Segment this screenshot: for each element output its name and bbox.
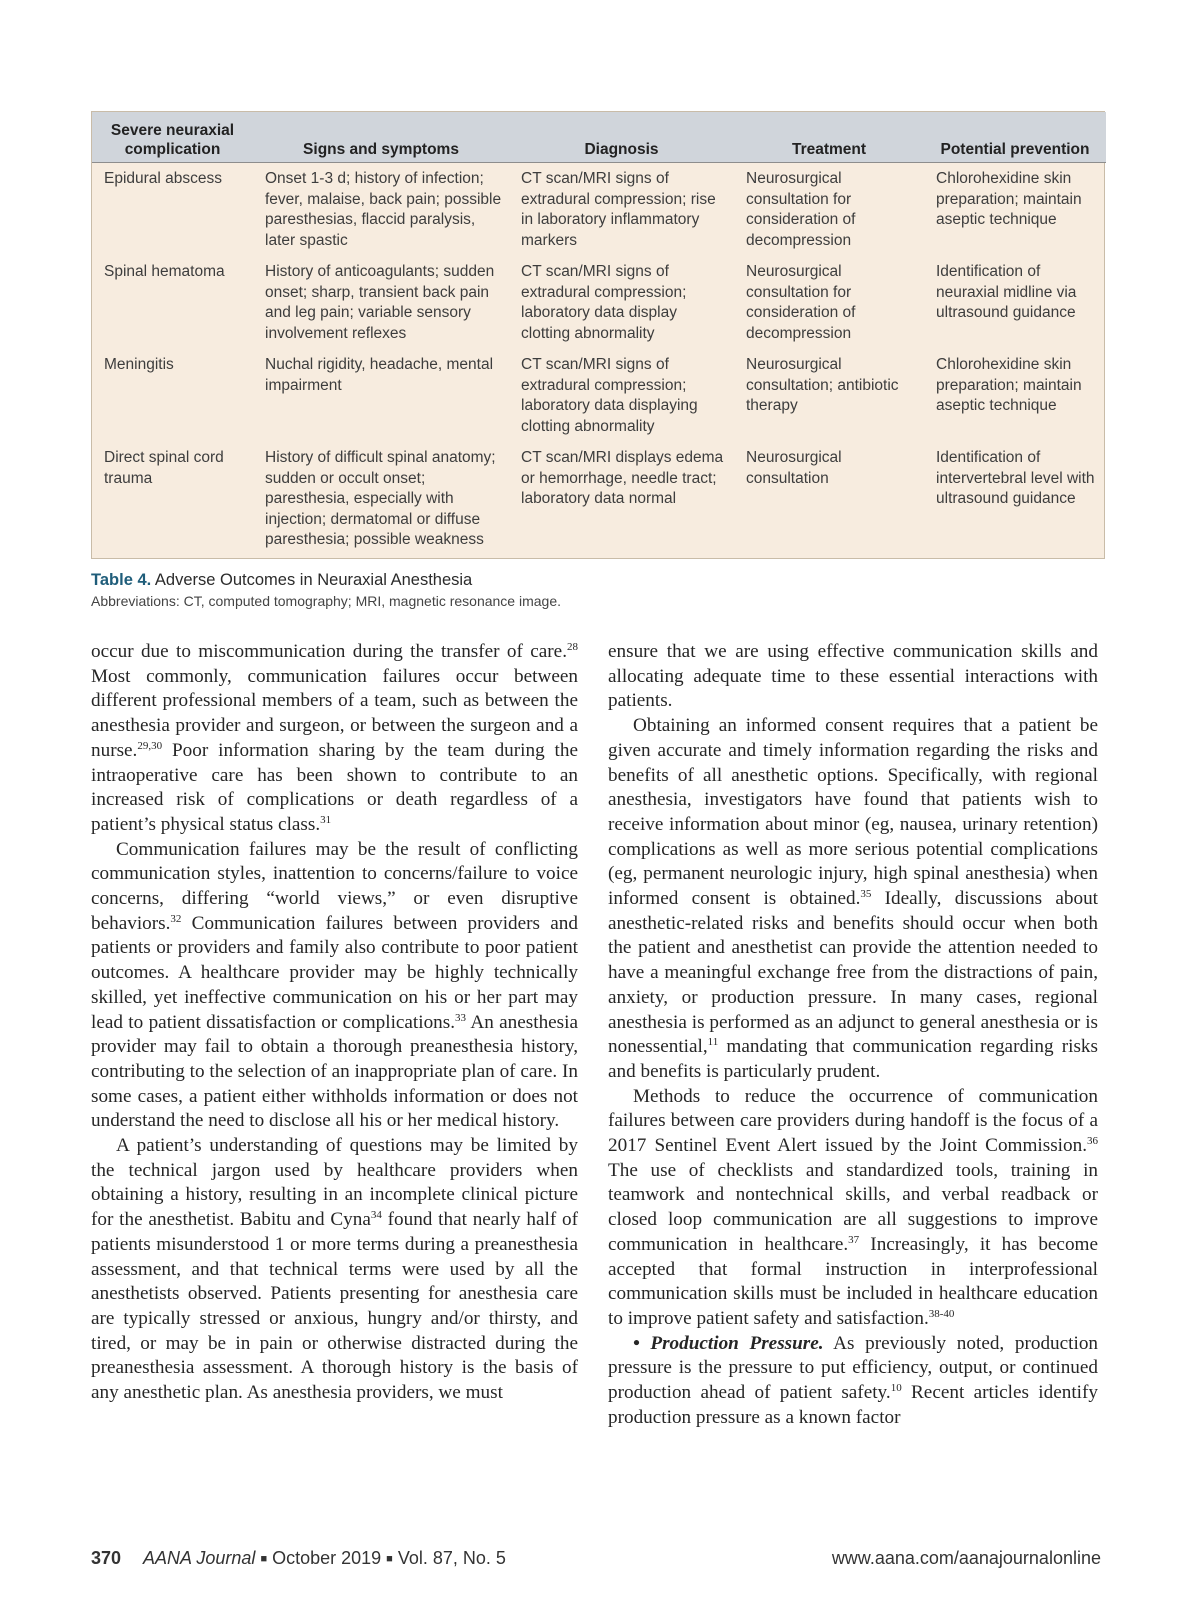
table-row bbox=[92, 258, 1106, 351]
citation-superscript: 10 bbox=[890, 1382, 902, 1395]
header-treatment: Treatment bbox=[734, 112, 924, 163]
table-row bbox=[92, 351, 1106, 444]
citation-superscript: 32 bbox=[170, 912, 182, 925]
separator-square-icon: ■ bbox=[260, 1553, 268, 1565]
text-run: An anesthesia provider may fail to obtain a thorough preanesthesia history, contributing to the selection of an inappropriate plan of care. In some cases, a patient either withholds information or does not understand the need to disclose all his or her medical history. bbox=[91, 1011, 578, 1132]
table-caption-label: Table 4. bbox=[91, 571, 152, 589]
cell-signs: History of difficult spinal anatomy; sudden or occult onset; paresthesia, especially with injection; dermatomal or diffuse paresthesia; possible weakness bbox=[265, 449, 496, 548]
cell-prevention: Identification of intervertebral level with ultrasound guidance bbox=[936, 449, 1095, 507]
cell-complication: Spinal hematoma bbox=[104, 263, 225, 280]
cell-signs: Nuchal rigidity, headache, mental impairment bbox=[265, 356, 494, 394]
body-paragraph bbox=[91, 1134, 578, 1406]
text-run: The use of checklists and standardized tools, training in teamwork and nontechnical skills, and verbal readback or closed loop communication are all suggestions to improve communication in healthcare. bbox=[608, 1159, 1098, 1255]
body-column-right bbox=[608, 640, 1098, 1431]
text-run: Recent articles identify production pressure as a known factor bbox=[608, 1382, 1098, 1428]
separator-square-icon: ■ bbox=[386, 1553, 393, 1565]
cell-diagnosis: CT scan/MRI signs of extradural compression; laboratory data display clotting abnormality bbox=[521, 263, 687, 342]
text-run: Obtaining an informed consent requires that a patient be given accurate and timely information regarding the risks and benefits of all anesthetic options. Specifically, with regional anesthesia, investigators have found that patients wish to receive information about minor (eg, nausea, urinary retention) complications as well as more serious potential complications (eg, permanent neurologic injury, high spinal anesthesia) when informed consent is obtained. bbox=[608, 715, 1098, 910]
body-column-left bbox=[91, 640, 578, 1406]
table-abbreviations: Abbreviations: CT, computed tomography; MRI, magnetic resonance image. bbox=[91, 593, 562, 609]
text-run: Communication failures between providers and patients or providers and family also contribute to poor patient outcomes. A healthcare provider may be highly technically skilled, yet ineffective communication on his or her part may lead to patient dissatisfaction or complications. bbox=[91, 912, 578, 1033]
text-run: Methods to reduce the occurrence of communication failures between care providers during handoff is the focus of a 2017 Sentinel Event Alert issued by the Joint Commission. bbox=[608, 1085, 1098, 1157]
cell-signs: History of anticoagulants; sudden onset; sharp, transient back pain and leg pain; variable sensory involvement reflexes bbox=[265, 263, 495, 342]
text-run: Ideally, discussions about anesthetic-related risks and benefits should occur when both the patient and anesthetist can provide the attention needed to have a meaningful exchange free from the distractions of pain, anxiety, or production pressure. In many cases, regional anesthesia is performed as an adjunct to general anesthesia or is nonessential, bbox=[608, 888, 1099, 1058]
citation-superscript: 29,30 bbox=[137, 739, 163, 752]
citation-superscript: 34 bbox=[370, 1209, 382, 1222]
body-paragraph bbox=[608, 640, 1098, 714]
cell-complication: Epidural abscess bbox=[104, 170, 223, 187]
citation-superscript: 11 bbox=[707, 1036, 719, 1049]
text-run: Increasingly, it has become accepted that formal instruction in interprofessional communication skills must be included in healthcare education to improve patient safety and satisfaction. bbox=[608, 1233, 1098, 1329]
citation-superscript: 38-40 bbox=[928, 1307, 955, 1320]
text-run: Poor information sharing by the team during the intraoperative care has been shown to contribute to an increased risk of complications or death regardless of a patient’s physical status class. bbox=[91, 739, 578, 835]
adverse-outcomes-table bbox=[92, 112, 1106, 558]
text-run: mandating that communication regarding risks and benefits is particularly prudent. bbox=[608, 1036, 1098, 1082]
cell-treatment: Neurosurgical consultation bbox=[746, 449, 842, 487]
text-run: Communication failures may be the result of conflicting communication styles, inattention to concerns/failure to voice concerns, differing “world views,” or even disruptive behaviors. bbox=[91, 838, 578, 934]
cell-signs: Onset 1-3 d; history of infection; fever, malaise, back pain; possible paresthesias, flaccid paralysis, later spastic bbox=[265, 170, 502, 249]
text-run: occur due to miscommunication during the transfer of care. bbox=[91, 641, 567, 662]
volume-number: Vol. 87, No. 5 bbox=[397, 1548, 506, 1568]
citation-superscript: 31 bbox=[320, 813, 332, 826]
body-paragraph bbox=[91, 838, 578, 1134]
header-diagnosis: Diagnosis bbox=[509, 112, 734, 163]
table-body bbox=[92, 163, 1106, 558]
citation-superscript: 35 bbox=[860, 888, 872, 901]
table-header bbox=[92, 112, 1106, 163]
adverse-outcomes-table-frame bbox=[91, 111, 1105, 559]
table-caption-title: Adverse Outcomes in Neuraxial Anesthesia bbox=[154, 571, 473, 589]
body-paragraph bbox=[608, 1332, 1098, 1431]
text-run: ensure that we are using effective communication skills and allocating adequate time to these essential interactions with patients. bbox=[608, 641, 1098, 712]
text-run: found that nearly half of patients misunderstood 1 or more terms during a preanesthesia assessment, and that technical terms were used by all the anesthetists observed. Patients presenting for anesthesia care are typically stressed or anxious, hungry and/or thirsty, and tired, or may be in pain or otherwise distracted during the preanesthesia assessment. A thorough history is the basis of any anesthetic plan. As anesthesia providers, we must bbox=[91, 1209, 578, 1404]
text-run: As previously noted, production pressure is the pressure to put efficiency, output, or continued production ahead of patient safety. bbox=[608, 1332, 1099, 1404]
issue-date: October 2019 bbox=[272, 1548, 382, 1568]
text-run: A patient’s understanding of questions may be limited by the technical jargon used by healthcare providers when obtaining a history, resulting in an incomplete clinical picture for the anesthetist. Babitu and Cyna bbox=[91, 1135, 578, 1231]
table-row bbox=[92, 444, 1106, 558]
cell-diagnosis: CT scan/MRI displays edema or hemorrhage, needle tract; laboratory data normal bbox=[521, 449, 724, 507]
text-run: Most commonly, communication failures occur between different professional members of a team, such as between the anesthesia provider and surgeon, or between the surgeon and a nurse. bbox=[91, 665, 578, 761]
page-number: 370 bbox=[91, 1548, 122, 1568]
cell-diagnosis: CT scan/MRI signs of extradural compression; laboratory data displaying clotting abnormality bbox=[521, 356, 698, 435]
cell-prevention: Chlorohexidine skin preparation; maintain aseptic technique bbox=[936, 170, 1082, 228]
journal-name: AANA Journal bbox=[143, 1548, 256, 1568]
body-paragraph bbox=[91, 640, 578, 838]
page-footer bbox=[91, 1548, 1101, 1569]
cell-complication: Direct spinal cord trauma bbox=[104, 449, 224, 487]
journal-url: www.aana.com/aanajournalonline bbox=[831, 1548, 1101, 1568]
body-paragraph bbox=[608, 1085, 1098, 1332]
cell-treatment: Neurosurgical consultation for consideration of decompression bbox=[746, 263, 856, 342]
cell-complication: Meningitis bbox=[104, 356, 174, 373]
body-paragraph bbox=[608, 714, 1098, 1085]
table-row bbox=[92, 163, 1106, 259]
cell-prevention: Chlorohexidine skin preparation; maintain aseptic technique bbox=[936, 356, 1082, 414]
section-lead-in: • Production Pressure. bbox=[633, 1332, 824, 1354]
citation-superscript: 36 bbox=[1087, 1135, 1098, 1148]
table-caption bbox=[91, 571, 472, 590]
citation-superscript: 28 bbox=[567, 641, 578, 653]
citation-superscript: 37 bbox=[848, 1233, 860, 1246]
cell-treatment: Neurosurgical consultation; antibiotic therapy bbox=[746, 356, 899, 414]
cell-treatment: Neurosurgical consultation for consideration of decompression bbox=[746, 170, 856, 249]
cell-diagnosis: CT scan/MRI signs of extradural compression; rise in laboratory inflammatory markers bbox=[521, 170, 716, 249]
header-prevention: Potential prevention bbox=[924, 112, 1106, 163]
cell-prevention: Identification of neuraxial midline via ultrasound guidance bbox=[936, 263, 1077, 321]
citation-superscript: 33 bbox=[455, 1011, 467, 1024]
header-complication: Severe neuraxial complication bbox=[92, 112, 253, 163]
header-signs: Signs and symptoms bbox=[253, 112, 509, 163]
